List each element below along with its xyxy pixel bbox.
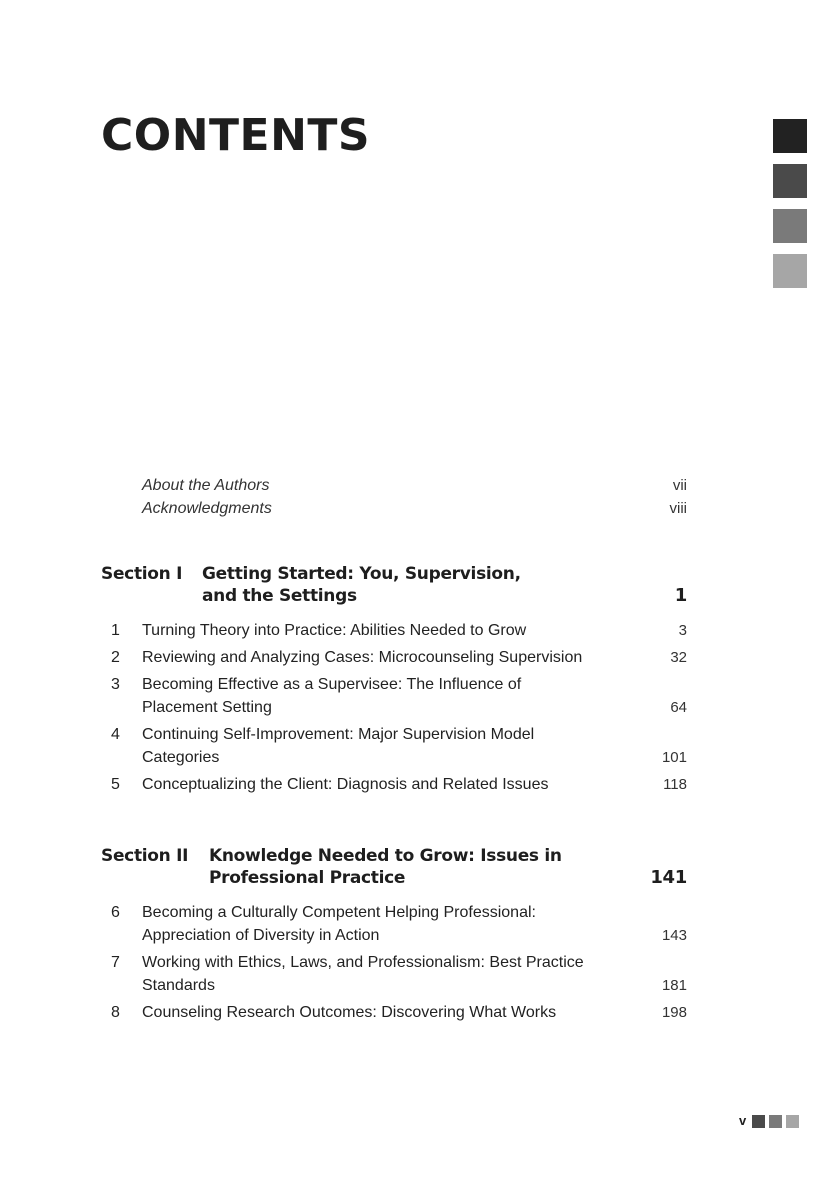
chapter-title-line: Conceptualizing the Client: Diagnosis and Related Issues [142,776,549,793]
chapter-entry[interactable] [101,619,687,642]
chapter-title-line: Becoming a Culturally Competent Helping Professional: [142,904,536,921]
edge-tab-3 [773,209,807,243]
folio-square-2 [769,1115,782,1128]
chapter-number: 4 [111,726,120,743]
page-folio [739,1114,803,1128]
folio-page-number: v [739,1113,747,1128]
chapter-title-line: Placement Setting [142,699,272,716]
chapter-title-line: Working with Ethics, Laws, and Professionalism: Best Practice [142,954,584,971]
chapter-number: 2 [111,649,120,666]
chapter-page-number: 101 [661,749,687,766]
chapter-number: 3 [111,676,120,693]
front-matter-title: Acknowledgments [142,500,272,517]
chapter-title-line: Categories [142,749,220,766]
chapter-page-number: 118 [663,776,687,793]
edge-tab-1 [773,119,807,153]
chapter-entry[interactable] [101,901,687,947]
front-matter-entry[interactable] [142,497,687,520]
edge-tab-4 [773,254,807,288]
front-matter-title: About the Authors [142,477,270,494]
section-title-line: Professional Practice [209,868,406,888]
chapter-number: 8 [111,1004,120,1021]
chapter-list [101,901,687,1024]
chapter-entry[interactable] [101,646,687,669]
chapter-title-line: Appreciation of Diversity in Action [142,927,380,944]
chapter-entry[interactable] [101,673,687,719]
section-title-line: and the Settings [202,586,357,606]
chapter-title-line: Reviewing and Analyzing Cases: Microcounseling Supervision [142,649,583,666]
chapter-entry[interactable] [101,951,687,997]
front-matter-page: vii [672,477,687,494]
section-header[interactable] [101,845,687,889]
front-matter-page: viii [669,500,687,517]
front-matter-list [142,474,687,520]
section-title [202,563,687,607]
chapter-page-number: 32 [670,649,687,666]
chapter-title-line: Continuing Self-Improvement: Major Supervision Model [142,726,535,743]
section-2 [101,845,687,1028]
chapter-number: 6 [111,904,120,921]
chapter-page-number: 64 [670,699,687,716]
folio-square-1 [752,1115,765,1128]
chapter-number: 1 [111,622,120,639]
chapter-entry[interactable] [101,723,687,769]
chapter-title-line: Becoming Effective as a Supervisee: The Influence of [142,676,522,693]
chapter-number: 7 [111,954,120,971]
chapter-title-line: Turning Theory into Practice: Abilities Needed to Grow [142,622,527,639]
section-page-number: 1 [674,585,687,606]
chapter-page-number: 181 [661,977,687,994]
section-label: Section II [101,846,189,866]
chapter-entry[interactable] [101,1001,687,1024]
chapter-page-number: 3 [678,622,687,639]
page-title: CONTENTS [101,110,371,161]
chapter-page-number: 198 [661,1004,687,1021]
section-header[interactable] [101,563,687,607]
chapter-list [101,619,687,796]
section-page-number: 141 [650,867,687,888]
section-label: Section I [101,564,183,584]
chapter-title-line: Standards [142,977,215,994]
chapter-entry[interactable] [101,773,687,796]
section-title-line: Knowledge Needed to Grow: Issues in [209,846,562,866]
section-title-line: Getting Started: You, Supervision, [202,564,521,584]
front-matter-entry[interactable] [142,474,687,497]
chapter-title-line: Counseling Research Outcomes: Discovering What Works [142,1004,557,1021]
chapter-page-number: 143 [661,927,687,944]
section-1 [101,563,687,800]
folio-square-3 [786,1115,799,1128]
section-title [209,845,687,889]
edge-tab-markers [773,119,807,299]
edge-tab-2 [773,164,807,198]
chapter-number: 5 [111,776,120,793]
